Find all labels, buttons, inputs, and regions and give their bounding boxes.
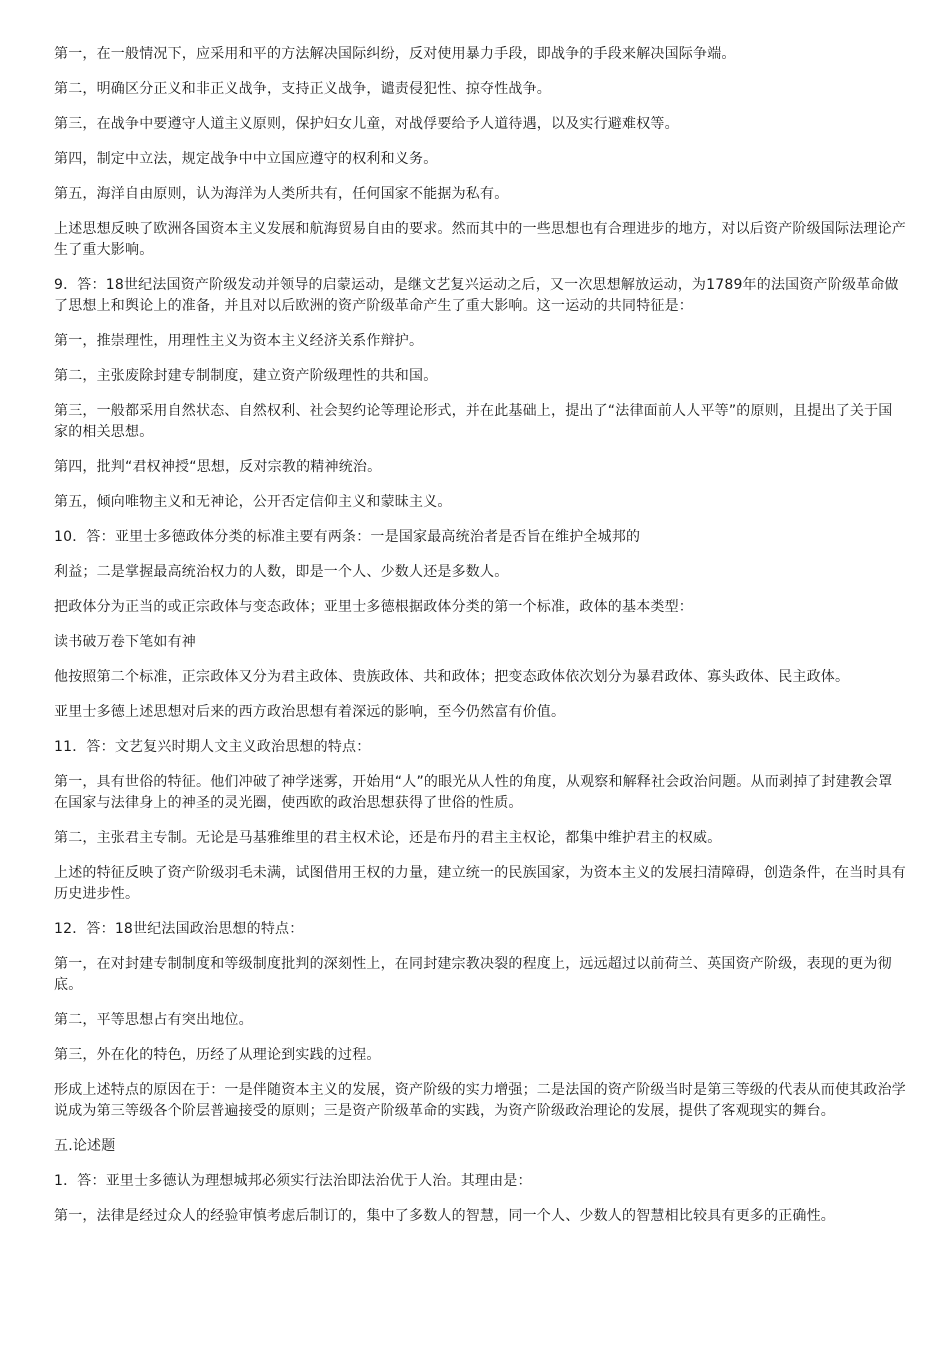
paragraph: 11．答：文艺复兴时期人文主义政治思想的特点： bbox=[54, 739, 371, 755]
paragraph: 第二，明确区分正义和非正义战争，支持正义战争，谴责侵犯性、掠夺性战争。 bbox=[54, 81, 551, 97]
document-page bbox=[54, 44, 906, 1241]
paragraph: 第一，推崇理性，用理性主义为资本主义经济关系作辩护。 bbox=[54, 333, 424, 349]
paragraph: 第二，平等思想占有突出地位。 bbox=[54, 1012, 253, 1028]
paragraph: 亚里士多德上述思想对后来的西方政治思想有着深远的影响，至今仍然富有价值。 bbox=[54, 704, 566, 720]
paragraph: 读书破万卷下笔如有神 bbox=[54, 634, 196, 650]
paragraph: 他按照第二个标准，正宗政体又分为君主政体、贵族政体、共和政体；把变态政体依次划分为暴君政体、寡头政体、民主政体。 bbox=[54, 669, 850, 685]
paragraph: 第三，一般都采用自然状态、自然权利、社会契约论等理论形式，并在此基础上，提出了“法律面前人人平等”的原则，且提出了关于国家的相关思想。 bbox=[54, 403, 893, 440]
paragraph: 第一，具有世俗的特征。他们冲破了神学迷雾，开始用“人”的眼光从人性的角度，从观察和解释社会政治问题。从而剥掉了封建教会罩在国家与法律身上的神圣的灵光圈，使西欧的政治思想获得了世俗的性质。 bbox=[54, 774, 893, 811]
paragraph: 第四，制定中立法，规定战争中中立国应遵守的权利和义务。 bbox=[54, 151, 438, 167]
paragraph: 第一，法律是经过众人的经验审慎考虑后制订的，集中了多数人的智慧，同一个人、少数人的智慧相比较具有更多的正确性。 bbox=[54, 1208, 835, 1224]
paragraph: 第一，在一般情况下，应采用和平的方法解决国际纠纷，反对使用暴力手段，即战争的手段来解决国际争端。 bbox=[54, 46, 736, 62]
paragraph: 12．答：18世纪法国政治思想的特点： bbox=[54, 921, 304, 937]
paragraph: 第五，倾向唯物主义和无神论，公开否定信仰主义和蒙昧主义。 bbox=[54, 494, 452, 510]
paragraph: 把政体分为正当的或正宗政体与变态政体；亚里士多德根据政体分类的第一个标准，政体的基本类型： bbox=[54, 599, 693, 615]
paragraph: 上述思想反映了欧洲各国资本主义发展和航海贸易自由的要求。然而其中的一些思想也有合理进步的地方，对以后资产阶级国际法理论产生了重大影响。 bbox=[54, 221, 906, 258]
paragraph: 上述的特征反映了资产阶级羽毛未满，试图借用王权的力量，建立统一的民族国家，为资本主义的发展扫清障碍，创造条件，在当时具有历史进步性。 bbox=[54, 865, 906, 902]
section-heading: 五.论述题 bbox=[54, 1138, 116, 1154]
paragraph: 第四，批判“君权神授“思想，反对宗教的精神统治。 bbox=[54, 459, 382, 475]
paragraph: 第一，在对封建专制制度和等级制度批判的深刻性上，在同封建宗教决裂的程度上，远远超过以前荷兰、英国资产阶级，表现的更为彻底。 bbox=[54, 956, 892, 993]
paragraph: 第五，海洋自由原则，认为海洋为人类所共有，任何国家不能据为私有。 bbox=[54, 186, 509, 202]
paragraph: 1．答：亚里士多德认为理想城邦必须实行法治即法治优于人治。其理由是： bbox=[54, 1173, 532, 1189]
paragraph: 10．答：亚里士多德政体分类的标准主要有两条：一是国家最高统治者是否旨在维护全城邦的 bbox=[54, 529, 641, 545]
paragraph: 第二，主张废除封建专制制度，建立资产阶级理性的共和国。 bbox=[54, 368, 438, 384]
paragraph: 形成上述特点的原因在于：一是伴随资本主义的发展，资产阶级的实力增强；二是法国的资产阶级当时是第三等级的代表从而使其政治学说成为第三等级各个阶层普遍接受的原则；三是资产阶级革命的实践，为资产阶级政治理论的发展，提供了客观现实的舞台。 bbox=[54, 1082, 906, 1119]
paragraph: 第三，外在化的特色，历经了从理论到实践的过程。 bbox=[54, 1047, 381, 1063]
paragraph: 利益；二是掌握最高统治权力的人数，即是一个人、少数人还是多数人。 bbox=[54, 564, 509, 580]
paragraph: 第三，在战争中要遵守人道主义原则，保护妇女儿童，对战俘要给予人道待遇，以及实行避难权等。 bbox=[54, 116, 679, 132]
paragraph: 第二，主张君主专制。无论是马基雅维里的君主权术论，还是布丹的君主主权论，都集中维护君主的权威。 bbox=[54, 830, 722, 846]
paragraph: 9．答：18世纪法国资产阶级发动并领导的启蒙运动，是继文艺复兴运动之后，又一次思想解放运动，为1789年的法国资产阶级革命做了思想上和舆论上的准备，并且对以后欧洲的资产阶级革命产生了重大影响。这一运动的共同特征是： bbox=[54, 277, 899, 314]
